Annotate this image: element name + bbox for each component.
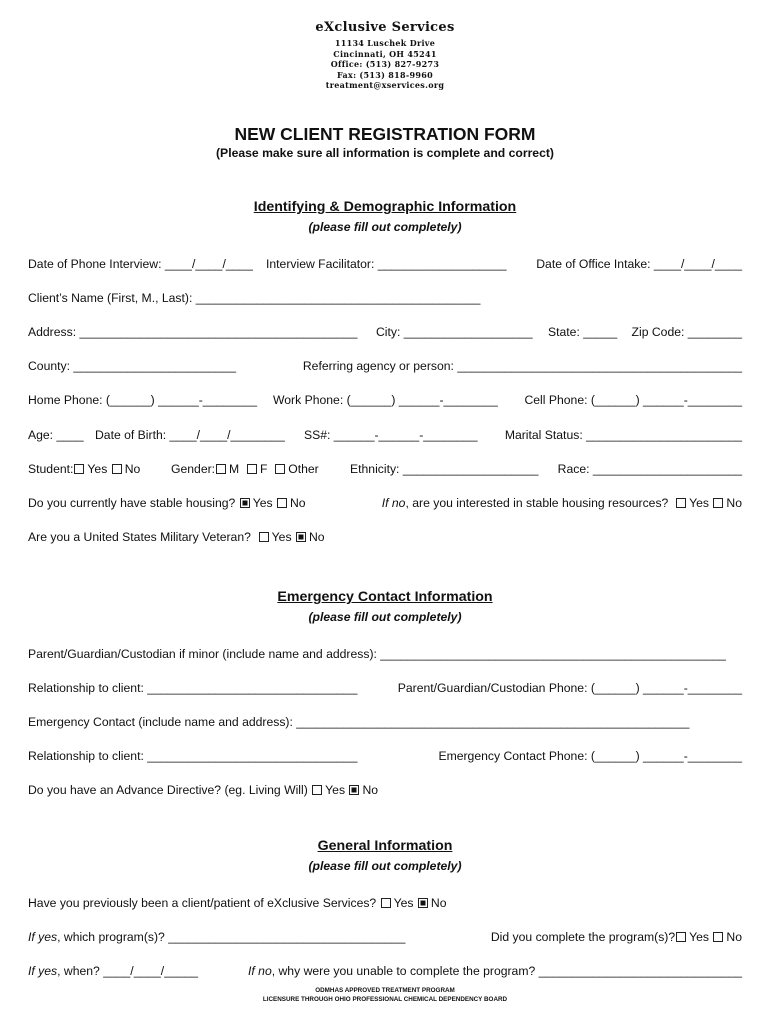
section-note-emergency: (please fill out completely) [308,610,462,624]
row-county [28,359,742,375]
completed-program-question: Did you complete the program(s)? [490,930,676,944]
gender-f-checkbox[interactable] [247,464,257,474]
housing-resources-yes-checkbox[interactable] [676,498,686,508]
veteran-no-label: No [308,530,325,544]
housing-question: Do you currently have stable housing? [28,496,236,510]
marital-status-field[interactable]: Marital Status: _______________________ [504,428,742,442]
student-no-checkbox[interactable] [112,464,122,474]
advance-directive-no-checkbox[interactable] [349,785,359,795]
footer-line-2: LICENSURE THROUGH OHIO PROFESSIONAL CHEMICAL DEPENDENCY BOARD [262,996,508,1003]
when-field[interactable] [28,964,198,978]
interview-facilitator-field[interactable]: Interview Facilitator: ___________________ [266,257,507,271]
student-yes-label: Yes [87,462,108,476]
housing-resources-no-label: No [726,496,742,510]
fax-number: Fax: (513) 818-9960 [337,69,433,80]
ethnicity-field[interactable]: Ethnicity: ____________________ [350,462,539,476]
student-no-label: No [124,462,141,476]
housing-yes-checkbox[interactable] [240,498,250,508]
unable-field[interactable] [248,964,742,978]
veteran-question: Are you a United States Military Veteran? [28,530,251,544]
race-field[interactable]: Race: ______________________ [557,462,742,476]
address-field[interactable]: Address: _________________________________________ [28,325,358,339]
row-emergency-contact [28,715,742,731]
address-line-1: 11134 Luschek Drive [334,38,436,48]
gender-m-label: M [229,462,240,476]
row-client-name [28,291,742,307]
section-heading-emergency: Emergency Contact Information [277,589,493,605]
referring-agency-field[interactable]: Referring agency or person: __________________________________________ [302,359,742,373]
row-previous-client [28,896,742,912]
student-group [28,462,140,476]
row-when [28,964,742,980]
client-name-field[interactable]: Client’s Name (First, M., Last): __________________________________________ [28,291,481,305]
row-relationship-1 [28,681,742,697]
row-housing [28,496,742,512]
previous-client-yes-label: Yes [393,896,414,910]
housing-group [28,496,306,510]
previous-client-no-label: No [430,896,447,910]
row-address [28,325,742,341]
gender-group [171,462,319,476]
housing-if-no: If no [381,496,406,510]
which-program-text: , which program(s)? ___________________________________ [57,930,406,944]
previous-client-question: Have you previously been a client/patient of eXclusive Services? [28,896,377,910]
county-field[interactable]: County: ________________________ [28,359,237,373]
gender-other-checkbox[interactable] [275,464,285,474]
housing-no-label: No [289,496,306,510]
cell-phone-field[interactable]: Cell Phone: (______) ______-________ [524,393,742,407]
emergency-phone-field[interactable]: Emergency Contact Phone: (______) ______-________ [438,749,742,763]
veteran-yes-checkbox[interactable] [259,532,269,542]
student-yes-checkbox[interactable] [74,464,84,474]
city-field[interactable]: City: ___________________ [376,325,533,339]
completed-program-no-label: No [726,930,742,944]
housing-no-checkbox[interactable] [277,498,287,508]
veteran-group [28,530,325,544]
section-note-general: (please fill out completely) [308,859,462,873]
address-line-2: Cincinnati, OH 45241 [333,48,437,59]
which-program-field[interactable] [28,930,405,944]
relationship-field-1[interactable]: Relationship to client: _______________________________ [28,681,358,695]
ssn-field[interactable]: SS#: ______-______-________ [304,428,478,442]
row-relationship-2 [28,749,742,765]
if-no-label: If no [248,964,272,978]
housing-resources-yes-label: Yes [689,496,710,510]
office-phone: Office: (513) 827-9273 [330,59,440,69]
previous-client-no-checkbox[interactable] [418,898,428,908]
gender-f-label: F [259,462,268,476]
student-label: Student: [28,462,74,476]
footer-line-1: ODMHAS APPROVED TREATMENT PROGRAM [315,987,455,994]
gender-label: Gender: [171,462,216,476]
if-yes-label-2: If yes [28,964,58,978]
previous-client-yes-checkbox[interactable] [381,898,391,908]
row-phones [28,393,742,409]
gender-other-label: Other [288,462,319,476]
completed-program-group [491,930,742,944]
relationship-field-2[interactable]: Relationship to client: _______________________________ [28,749,358,763]
date-of-birth-field[interactable]: Date of Birth: ____/____/________ [95,428,285,442]
guardian-field[interactable]: Parent/Guardian/Custodian if minor (include name and address): ___________________________________________________ [28,647,726,661]
contact-email: treatment@xservices.org [325,80,445,90]
housing-resources-question: , are you interested in stable housing resources? [405,496,669,510]
veteran-yes-label: Yes [271,530,292,544]
previous-client-group [28,896,446,910]
advance-directive-group [28,783,378,797]
advance-directive-yes-checkbox[interactable] [312,785,322,795]
row-veteran [28,530,742,546]
row-which-program [28,930,742,946]
section-heading-general: General Information [317,838,453,854]
advance-directive-yes-label: Yes [325,783,346,797]
zip-code-field[interactable]: Zip Code: ________ [631,325,742,339]
phone-interview-field[interactable]: Date of Phone Interview: ____/____/____ [28,257,253,271]
row-student [28,462,742,478]
completed-program-yes-label: Yes [689,930,710,944]
completed-program-yes-checkbox[interactable] [676,932,686,942]
advance-directive-question: Do you have an Advance Directive? (eg. Living Will) [28,783,308,797]
row-age [28,428,742,444]
section-heading-identifying: Identifying & Demographic Information [253,199,517,215]
row-advance-directive [28,783,742,799]
form-subtitle: (Please make sure all information is complete and correct) [216,146,554,160]
housing-yes-label: Yes [252,496,273,510]
housing-resources-group [382,496,742,510]
veteran-no-checkbox[interactable] [296,532,306,542]
gender-m-checkbox[interactable] [216,464,226,474]
if-yes-label: If yes [28,930,58,944]
when-text: , when? ____/____/_____ [57,964,199,978]
emergency-contact-field[interactable]: Emergency Contact (include name and address): __________________________________________________________ [28,715,690,729]
row-interview [28,257,742,273]
housing-resources-no-checkbox[interactable] [713,498,723,508]
unable-text: , why were you unable to complete the program? ______________________________ [271,964,742,978]
guardian-phone-field[interactable]: Parent/Guardian/Custodian Phone: (______) ______-________ [397,681,742,695]
row-guardian [28,647,742,663]
work-phone-field[interactable]: Work Phone: (______) ______-________ [273,393,498,407]
home-phone-field[interactable]: Home Phone: (______) ______-________ [28,393,258,407]
org-name: eXclusive Services [315,20,455,35]
state-field[interactable]: State: _____ [548,325,618,339]
form-title: NEW CLIENT REGISTRATION FORM [234,124,536,144]
age-field[interactable]: Age: ____ [28,428,84,442]
completed-program-no-checkbox[interactable] [713,932,723,942]
section-note-identifying: (please fill out completely) [308,220,462,234]
office-intake-field[interactable]: Date of Office Intake: ____/____/____ [536,257,742,271]
advance-directive-no-label: No [362,783,379,797]
